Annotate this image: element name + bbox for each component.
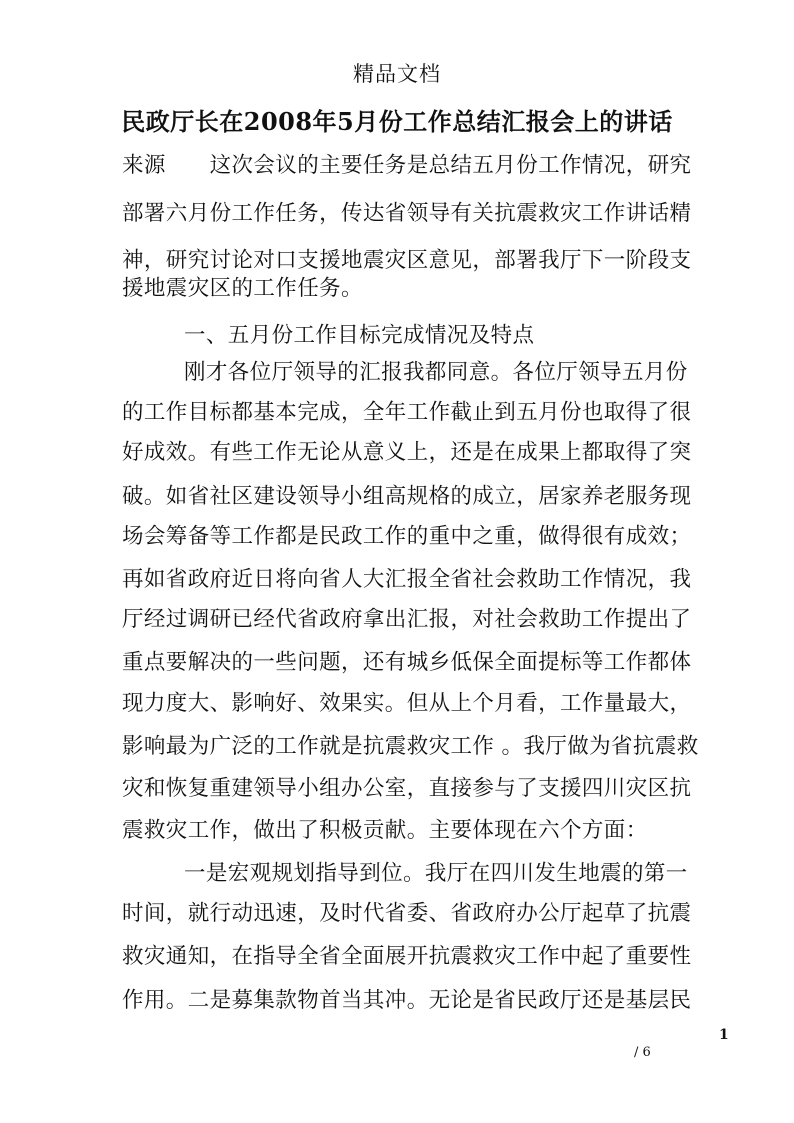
body-line: 好成效。有些工作无论从意义上，还是在成果上都取得了突 (122, 440, 692, 465)
body-line: 援地震灾区的工作任务。 (122, 276, 363, 301)
body-line: 作用。二是募集款物首当其冲。无论是省民政厅还是基层民 (122, 988, 692, 1013)
body-line: 灾和恢复重建领导小组办公室，直接参与了支援四川灾区抗 (122, 776, 692, 801)
document-title: 民政厅长在2008年5月份工作总结汇报会上的讲话 (121, 107, 673, 136)
body-line: 震救灾工作，做出了积极贡献。主要体现在六个方面： (122, 818, 648, 843)
body-line: 刚才各位厅领导的汇报我都同意。各位厅领导五月份 (184, 360, 688, 385)
body-line: 来源 这次会议的主要任务是总结五月份工作情况，研究 (122, 153, 692, 178)
body-line: 场会筹备等工作都是民政工作的重中之重，做得很有成效； (122, 524, 692, 549)
body-line: 厅经过调研已经代省政府拿出汇报，对社会救助工作提出了 (122, 607, 692, 632)
section-heading: 一、五月份工作目标完成情况及特点 (184, 323, 535, 348)
document-header: 精品文档 (353, 62, 441, 86)
page-number: 1 (719, 1027, 729, 1043)
body-line: 时间，就行动迅速，及时代省委、省政府办公厅起草了抗震 (122, 901, 692, 926)
body-line: 破。如省社区建设领导小组高规格的成立，居家养老服务现 (122, 484, 692, 509)
body-line: 部署六月份工作任务，传达省领导有关抗震救灾工作讲话精 (122, 201, 692, 226)
body-line: 一是宏观规划指导到位。我厅在四川发生地震的第一 (184, 861, 688, 886)
body-line: 再如省政府近日将向省人大汇报全省社会救助工作情况，我 (122, 567, 692, 592)
body-line: 重点要解决的一些问题，还有城乡低保全面提标等工作都体 (122, 650, 692, 675)
page-count: / 6 (634, 1045, 651, 1060)
body-line: 神，研究讨论对口支援地震灾区意见，部署我厅下一阶段支 (122, 248, 692, 273)
body-line: 的工作目标都基本完成，全年工作截止到五月份也取得了很 (122, 400, 692, 425)
body-line: 救灾通知，在指导全省全面展开抗震救灾工作中起了重要性 (122, 944, 692, 969)
body-line: 现力度大、影响好、效果实。但从上个月看，工作量最大， (122, 691, 692, 716)
body-line: 影响最为广泛的工作就是抗震救灾工作 。我厅做为省抗震救 (122, 734, 699, 759)
